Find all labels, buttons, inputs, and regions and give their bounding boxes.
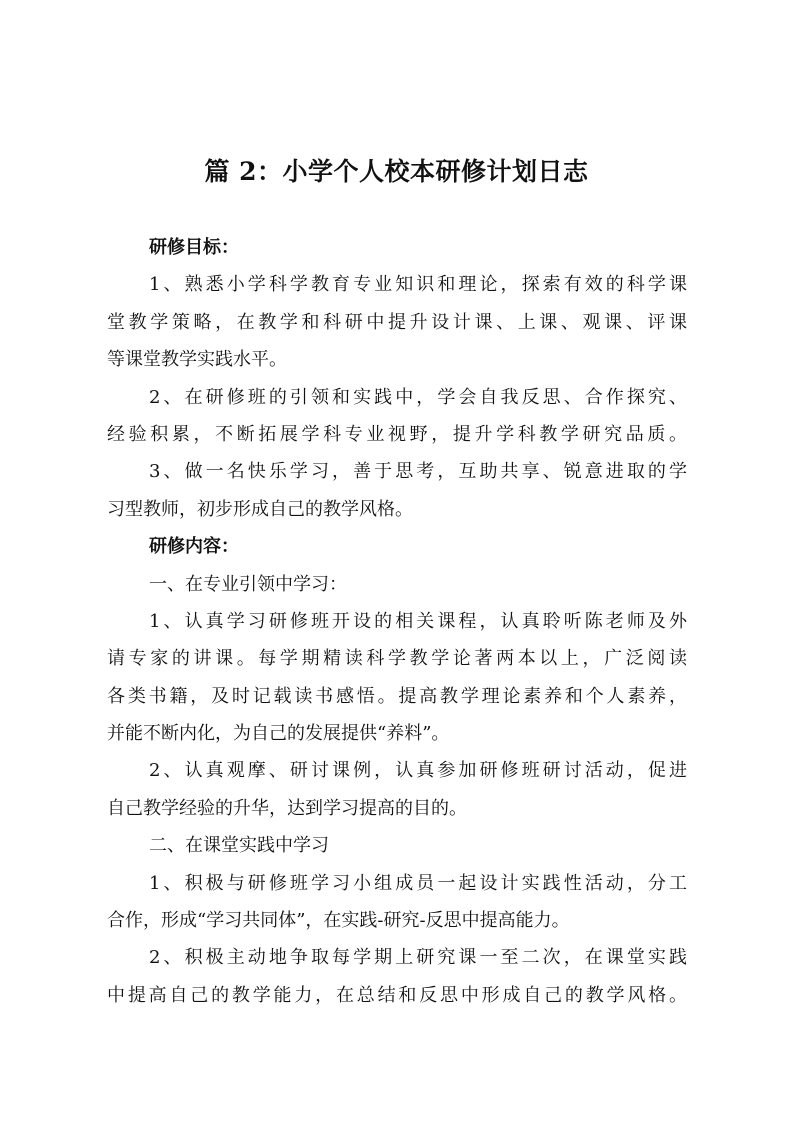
body-text-line: 中提高自己的教学能力，在总结和反思中形成自己的教学风格。 <box>107 984 687 1006</box>
body-text-line: 二、在课堂实践中学习 <box>149 835 329 857</box>
body-text-line: 2、认真观摩、研讨课例，认真参加研修班研讨活动，促进 <box>149 760 687 782</box>
body-text-line: 请专家的讲课。每学期精读科学教学论著两本以上，广泛阅读 <box>107 648 687 670</box>
body-text-line: 等课堂教学实践水平。 <box>107 349 287 371</box>
body-text-line: 自己教学经验的升华，达到学习提高的目的。 <box>107 797 467 819</box>
body-text-line: 1、积极与研修班学习小组成员一起设计实践性活动，分工 <box>149 872 687 894</box>
body-text-line: 习型教师，初步形成自己的教学风格。 <box>107 498 413 520</box>
document-body <box>107 229 687 1014</box>
section-heading: 研修内容： <box>149 536 239 558</box>
document-title: 篇 2：小学个人校本研修计划日志 <box>204 157 589 186</box>
body-text-line: 1、熟悉小学科学教育专业知识和理论，探索有效的科学课 <box>149 274 687 296</box>
body-text-line: 1、认真学习研修班开设的相关课程，认真聆听陈老师及外 <box>149 610 687 632</box>
section-heading: 研修目标： <box>149 237 239 258</box>
body-text-line: 2、积极主动地争取每学期上研究课一至二次，在课堂实践 <box>149 947 687 969</box>
body-text-line: 一、在专业引领中学习： <box>149 573 347 595</box>
body-text-line: 2、在研修班的引领和实践中，学会自我反思、合作探究、 <box>149 386 687 408</box>
body-text-line: 合作，形成“学习共同体”，在实践-研究-反思中提高能力。 <box>107 910 570 932</box>
body-text-line: 经验积累，不断拓展学科专业视野，提升学科教学研究品质。 <box>107 423 687 445</box>
body-text-line: 并能不断内化，为自己的发展提供“养料”。 <box>107 723 450 745</box>
body-text-line: 堂教学策略，在教学和科研中提升设计课、上课、观课、评课 <box>107 311 687 333</box>
body-text-line: 3、做一名快乐学习，善于思考，互助共享、锐意进取的学 <box>149 461 687 483</box>
body-text-line: 各类书籍，及时记载读书感悟。提高教学理论素养和个人素养， <box>107 685 687 707</box>
